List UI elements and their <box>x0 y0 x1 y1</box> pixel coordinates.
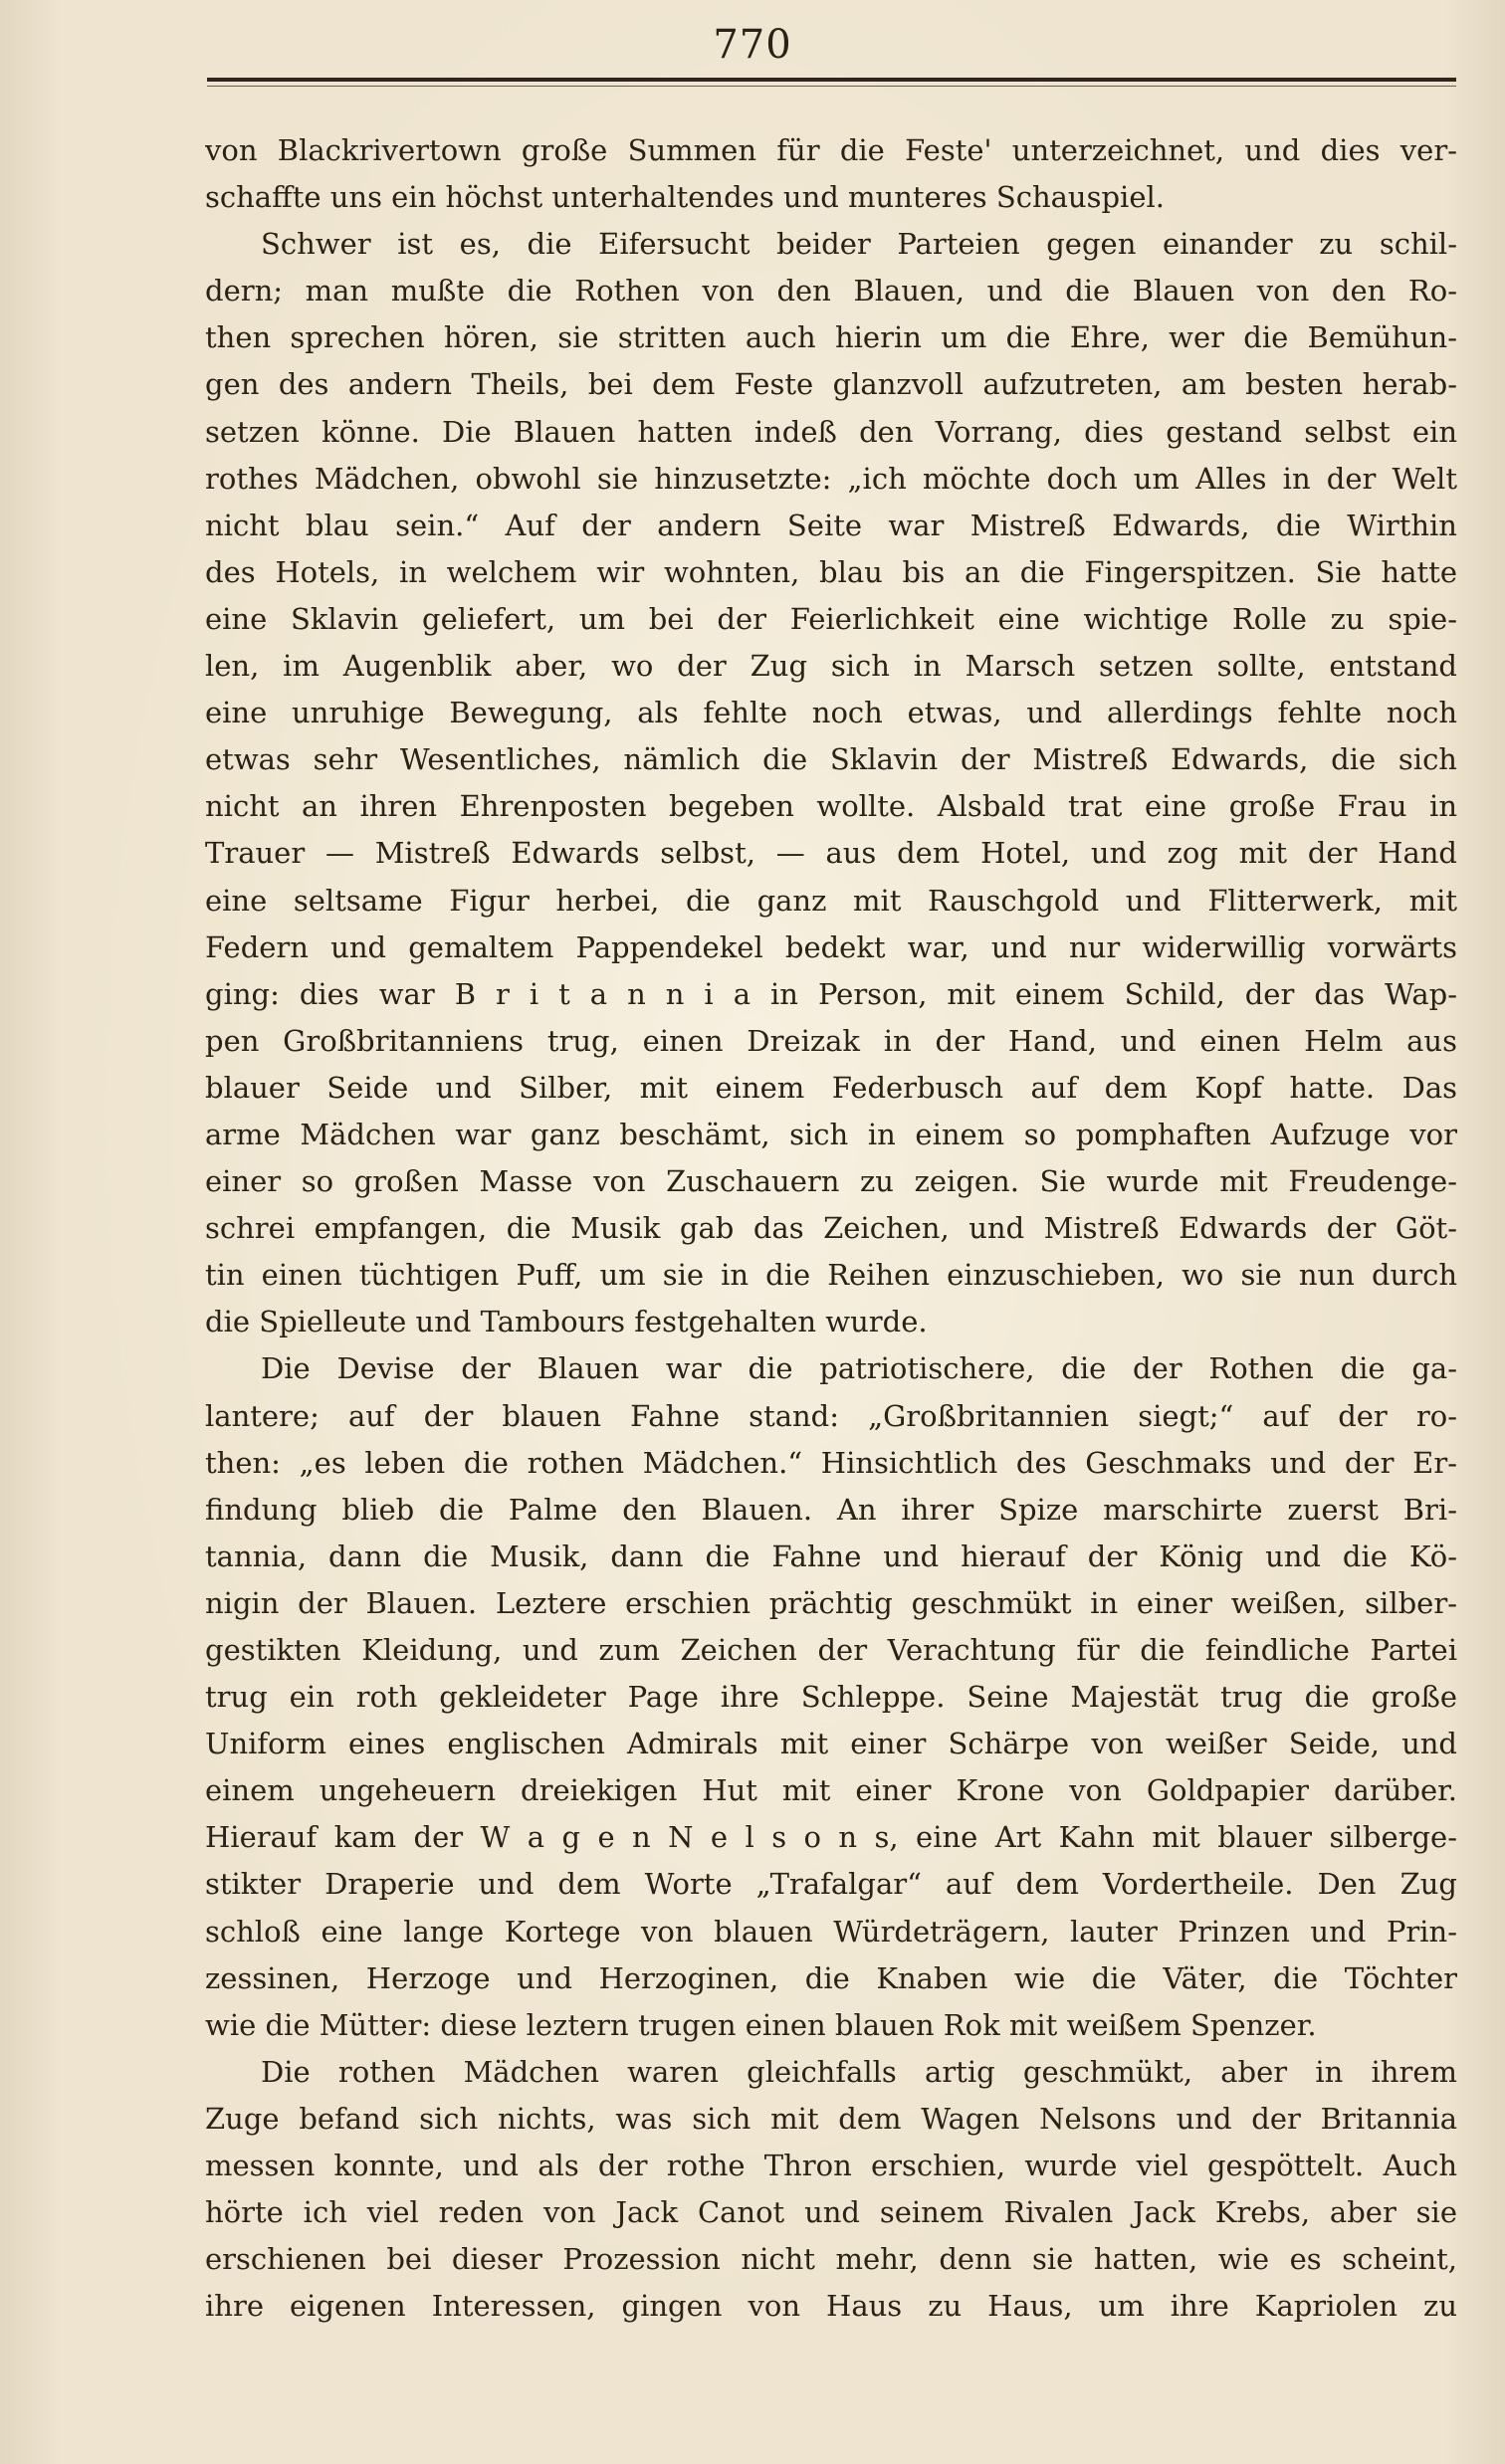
text-line: des Hotels, in welchem wir wohnten, blau bis an die Fingerspitzen. Sie hatte <box>205 554 1457 589</box>
header-rule-thin <box>207 86 1456 87</box>
text-line: nigin der Blauen. Leztere erschien prächtig geschmükt in einer weißen, silber- <box>205 1585 1457 1620</box>
text-line: blauer Seide und Silber, mit einem Federbusch auf dem Kopf hatte. Das <box>205 1070 1457 1105</box>
text-line: then sprechen hören, sie stritten auch hierin um die Ehre, wer die Bemühun- <box>205 320 1457 355</box>
text-line: Federn und gemaltem Pappendekel bedekt war, und nur widerwillig vorwärts <box>205 929 1457 964</box>
text-line: then: „es leben die rothen Mädchen.“ Hinsichtlich des Geschmaks und der Er- <box>205 1445 1457 1480</box>
text-line: arme Mädchen war ganz beschämt, sich in einem so pomphaften Aufzuge vor <box>205 1117 1457 1151</box>
text-line: eine unruhige Bewegung, als fehlte noch etwas, und allerdings fehlte noch <box>205 696 1457 730</box>
text-line: dern; man mußte die Rothen von den Blauen, und die Blauen von den Ro- <box>205 274 1457 308</box>
text-line: wie die Mütter: diese leztern trugen einen blauen Rok mit weißem Spenzer. <box>205 2007 1317 2042</box>
text-line: einer so großen Masse von Zuschauern zu zeigen. Sie wurde mit Freudenge- <box>205 1164 1457 1199</box>
text-line: hörte ich viel reden von Jack Canot und seinem Rivalen Jack Krebs, aber sie <box>205 2195 1457 2230</box>
body-text <box>205 127 1457 2436</box>
text-line: messen konnte, und als der rothe Thron erschien, wurde viel gespöttelt. Auch <box>205 2149 1457 2183</box>
text-line: Zuge befand sich nichts, was sich mit dem Wagen Nelsons und der Britannia <box>205 2101 1457 2136</box>
text-line: Trauer — Mistreß Edwards selbst, — aus dem Hotel, und zog mit der Hand <box>205 836 1457 871</box>
text-line: einem ungeheuern dreiekigen Hut mit einer Krone von Goldpapier darüber. <box>205 1773 1457 1808</box>
text-line: Die Devise der Blauen war die patriotischere, die der Rothen die ga- <box>261 1351 1457 1386</box>
header-rule <box>207 78 1456 82</box>
text-line: tin einen tüchtigen Puff, um sie in die Reihen einzuschieben, wo sie nun durch <box>205 1258 1457 1293</box>
text-line: etwas sehr Wesentliches, nämlich die Sklavin der Mistreß Edwards, die sich <box>205 742 1457 777</box>
text-line: schrei empfangen, die Musik gab das Zeichen, und Mistreß Edwards der Göt- <box>205 1211 1457 1246</box>
text-line: lantere; auf der blauen Fahne stand: „Großbritannien siegt;“ auf der ro- <box>205 1398 1457 1433</box>
text-line: pen Großbritanniens trug, einen Dreizak in der Hand, und einen Helm aus <box>205 1023 1457 1058</box>
text-line: Schwer ist es, die Eifersucht beider Parteien gegen einander zu schil- <box>261 227 1457 262</box>
text-line: eine Sklavin geliefert, um bei der Feierlichkeit eine wichtige Rolle zu spie- <box>205 601 1457 636</box>
text-line: ging: dies war B r i t a n n i a in Person, mit einem Schild, der das Wap- <box>205 976 1457 1011</box>
text-line: trug ein roth gekleideter Page ihre Schleppe. Seine Majestät trug die große <box>205 1680 1457 1715</box>
text-line: Hierauf kam der W a g e n N e l s o n s, eine Art Kahn mit blauer silberge- <box>205 1820 1457 1855</box>
text-line: von Blackrivertown große Summen für die Feste' unterzeichnet, und dies ver- <box>205 133 1457 167</box>
text-line: stikter Draperie und dem Worte „Trafalgar“ auf dem Vordertheile. Den Zug <box>205 1867 1457 1902</box>
text-line: erschienen bei dieser Prozession nicht mehr, denn sie hatten, wie es scheint, <box>205 2242 1457 2277</box>
text-line: tannia, dann die Musik, dann die Fahne und hierauf der König und die Kö- <box>205 1539 1457 1573</box>
page-number: 770 <box>713 22 792 68</box>
text-line: Die rothen Mädchen waren gleichfalls artig geschmükt, aber in ihrem <box>261 2054 1457 2089</box>
text-line: findung blieb die Palme den Blauen. An ihrer Spize marschirte zuerst Bri- <box>205 1492 1457 1527</box>
text-line: gestikten Kleidung, und zum Zeichen der Verachtung für die feindliche Partei <box>205 1633 1457 1667</box>
text-line: die Spielleute und Tambours festgehalten wurde. <box>205 1305 928 1339</box>
text-line: len, im Augenblik aber, wo der Zug sich in Marsch setzen sollte, entstand <box>205 649 1457 684</box>
text-line: nicht an ihren Ehrenposten begeben wollte. Alsbald trat eine große Frau in <box>205 789 1457 824</box>
text-line: eine seltsame Figur herbei, die ganz mit Rauschgold und Flitterwerk, mit <box>205 883 1457 918</box>
text-line: schaffte uns ein höchst unterhaltendes und munteres Schauspiel. <box>205 180 1165 215</box>
text-line: ihre eigenen Interessen, gingen von Haus zu Haus, um ihre Kapriolen zu <box>205 2289 1457 2324</box>
text-line: schloß eine lange Kortege von blauen Würdeträgern, lauter Prinzen und Prin- <box>205 1914 1457 1949</box>
text-line: gen des andern Theils, bei dem Feste glanzvoll aufzutreten, am besten herab- <box>205 367 1457 402</box>
text-line: rothes Mädchen, obwohl sie hinzusetzte: „ich möchte doch um Alles in der Welt <box>205 461 1457 496</box>
text-line: Uniform eines englischen Admirals mit einer Schärpe von weißer Seide, und <box>205 1727 1457 1761</box>
text-line: setzen könne. Die Blauen hatten indeß den Vorrang, dies gestand selbst ein <box>205 414 1457 449</box>
text-line: nicht blau sein.“ Auf der andern Seite war Mistreß Edwards, die Wirthin <box>205 508 1457 542</box>
text-line: zessinen, Herzoge und Herzoginen, die Knaben wie die Väter, die Töchter <box>205 1960 1457 1995</box>
